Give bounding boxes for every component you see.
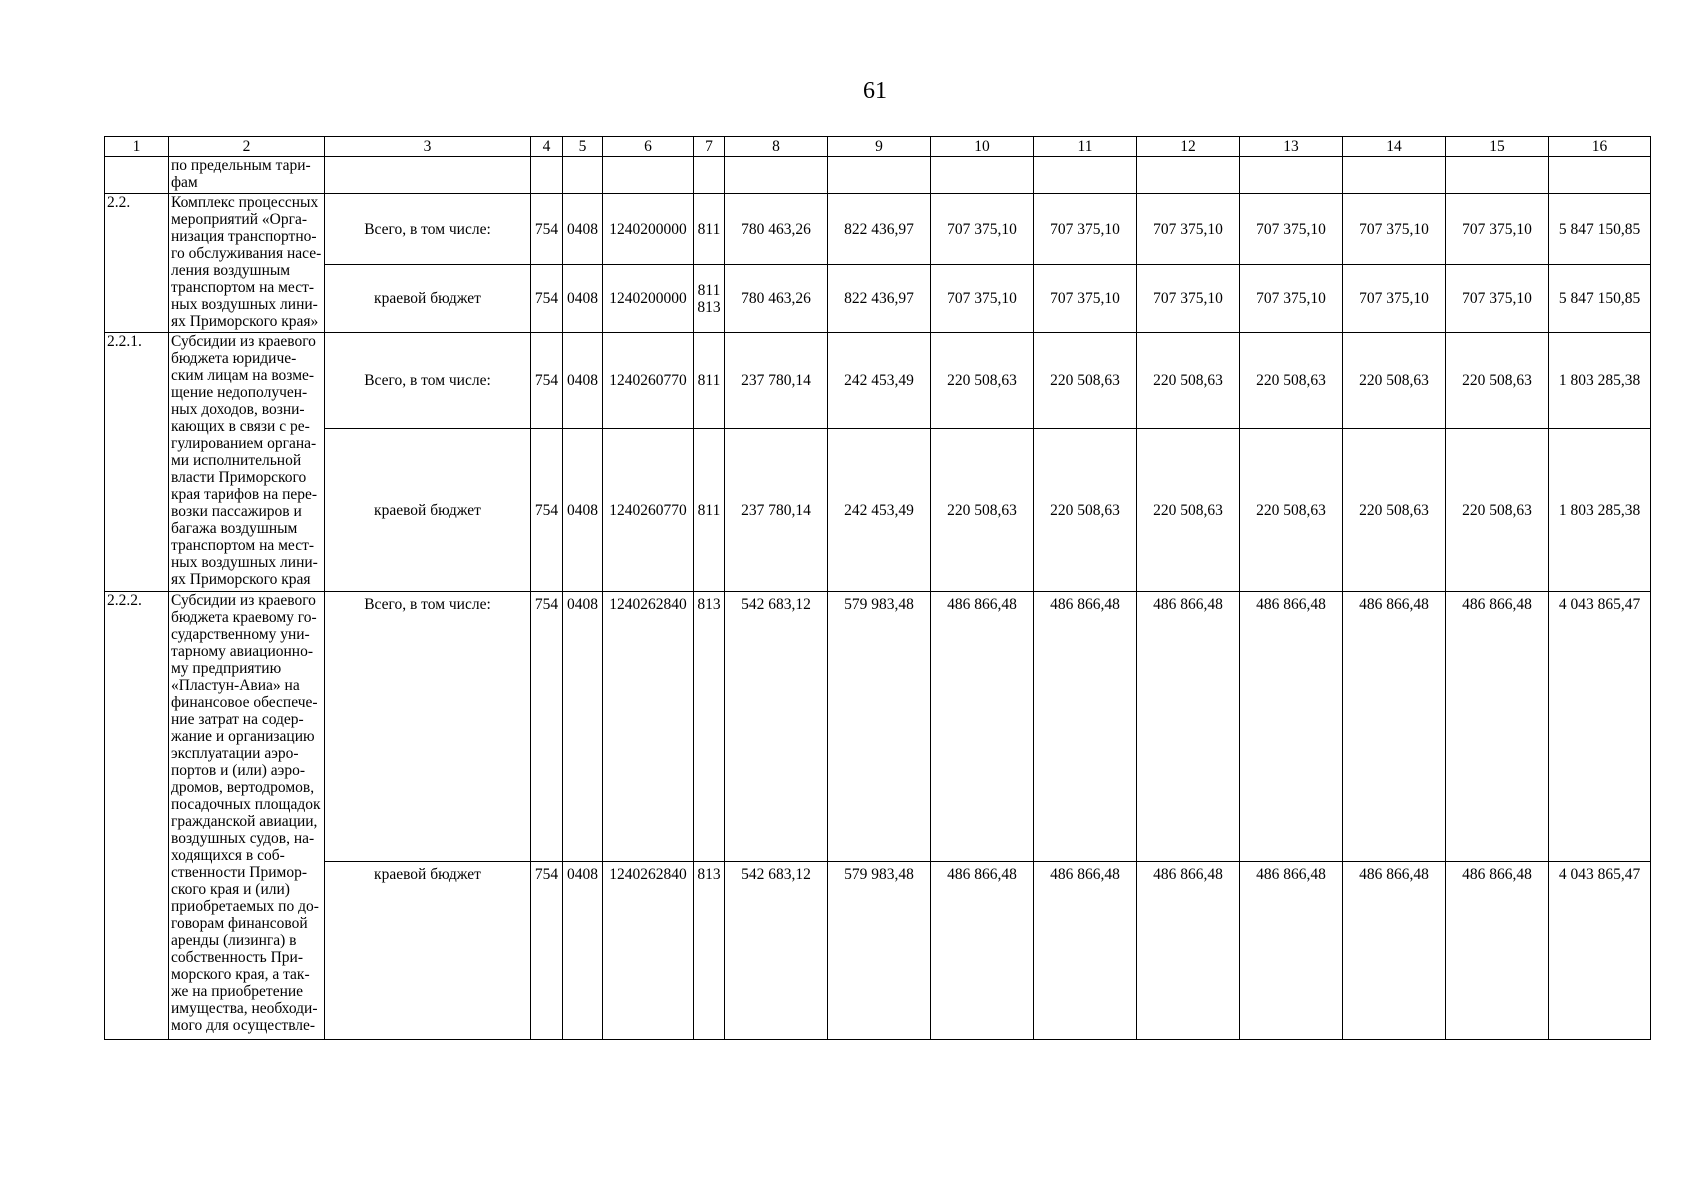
row-code: 2.2. <box>105 194 169 333</box>
amount-cell: 220 508,63 <box>1343 429 1446 592</box>
empty-cell <box>1034 157 1137 194</box>
funding-source: Всего, в том числе: <box>325 194 531 265</box>
budget-table <box>104 136 1651 1040</box>
empty-cell <box>1240 157 1343 194</box>
page-number: 61 <box>863 78 887 104</box>
amount-cell: 220 508,63 <box>1446 429 1549 592</box>
expense-type-value: 811 <box>697 501 721 519</box>
amount-cell: 220 508,63 <box>1137 333 1240 429</box>
row-code: 2.2.2. <box>105 592 169 1040</box>
amount-cell: 220 508,63 <box>931 333 1034 429</box>
expense-type-value: 813 <box>697 596 721 613</box>
expense-type-value: 813 <box>697 298 721 316</box>
empty-cell <box>1137 157 1240 194</box>
continuation-row <box>105 157 1651 194</box>
admin-code: 754 <box>531 592 563 862</box>
amount-cell: 1 803 285,38 <box>1549 429 1651 592</box>
table-row <box>105 592 1651 862</box>
section-code: 0408 <box>563 862 603 1040</box>
empty-cell <box>563 157 603 194</box>
table-row <box>105 194 1651 265</box>
amount-cell: 707 375,10 <box>1137 265 1240 333</box>
table-row <box>105 429 1651 592</box>
amount-cell: 220 508,63 <box>1034 429 1137 592</box>
expense-type-value: 811 <box>697 220 721 238</box>
empty-cell <box>325 157 531 194</box>
target-article-code: 1240262840 <box>603 592 694 862</box>
amount-cell: 579 983,48 <box>828 862 931 1040</box>
amount-cell: 542 683,12 <box>725 862 828 1040</box>
amount-cell: 242 453,49 <box>828 333 931 429</box>
column-number: 7 <box>694 137 725 157</box>
row-code: 2.2.1. <box>105 333 169 592</box>
amount-cell: 486 866,48 <box>931 592 1034 862</box>
funding-source: краевой бюджет <box>325 429 531 592</box>
section-code: 0408 <box>563 592 603 862</box>
amount-cell: 707 375,10 <box>1034 265 1137 333</box>
row-description: Субсидии из краевого бюджета юридиче- ским лицам на возме- щение недополучен- ных доходов, возни- кающих в связи с ре- гулированием органа- ми исполнительной власти Приморского края тарифов на пере- возки пассажиров и багажа воздушным транспортом на мест- ных воздушных лини- ях Приморского края <box>169 333 325 592</box>
expense-type-code <box>694 862 725 1040</box>
section-code: 0408 <box>563 265 603 333</box>
amount-cell: 220 508,63 <box>1240 333 1343 429</box>
amount-cell: 486 866,48 <box>1446 862 1549 1040</box>
empty-cell <box>725 157 828 194</box>
amount-cell: 707 375,10 <box>1137 194 1240 265</box>
column-number: 8 <box>725 137 828 157</box>
amount-cell: 542 683,12 <box>725 592 828 862</box>
amount-cell: 486 866,48 <box>1343 862 1446 1040</box>
amount-cell: 780 463,26 <box>725 265 828 333</box>
expense-type-code <box>694 429 725 592</box>
amount-cell: 237 780,14 <box>725 429 828 592</box>
column-number: 4 <box>531 137 563 157</box>
amount-cell: 579 983,48 <box>828 592 931 862</box>
amount-cell: 822 436,97 <box>828 265 931 333</box>
amount-cell: 486 866,48 <box>1240 862 1343 1040</box>
target-article-code: 1240260770 <box>603 333 694 429</box>
amount-cell: 486 866,48 <box>1137 862 1240 1040</box>
amount-cell: 707 375,10 <box>931 265 1034 333</box>
empty-cell <box>828 157 931 194</box>
column-number: 11 <box>1034 137 1137 157</box>
amount-cell: 486 866,48 <box>1446 592 1549 862</box>
target-article-code: 1240200000 <box>603 265 694 333</box>
expense-type-value: 813 <box>697 866 721 883</box>
amount-cell: 707 375,10 <box>1343 194 1446 265</box>
target-article-code: 1240260770 <box>603 429 694 592</box>
amount-cell: 822 436,97 <box>828 194 931 265</box>
amount-cell: 707 375,10 <box>931 194 1034 265</box>
admin-code: 754 <box>531 333 563 429</box>
column-number: 12 <box>1137 137 1240 157</box>
amount-cell: 220 508,63 <box>1034 333 1137 429</box>
row-description: Комплекс процессных мероприятий «Орга- низация транспортно- го обслуживания насе- ления воздушным транспортом на мест- ных воздушных лини- ях Приморского края» <box>169 194 325 333</box>
table-row <box>105 333 1651 429</box>
amount-cell: 4 043 865,47 <box>1549 862 1651 1040</box>
amount-cell: 707 375,10 <box>1446 265 1549 333</box>
amount-cell: 220 508,63 <box>1137 429 1240 592</box>
admin-code: 754 <box>531 429 563 592</box>
column-number: 13 <box>1240 137 1343 157</box>
amount-cell: 486 866,48 <box>1240 592 1343 862</box>
expense-type-value: 811 <box>697 281 721 299</box>
admin-code: 754 <box>531 862 563 1040</box>
column-number: 6 <box>603 137 694 157</box>
amount-cell: 780 463,26 <box>725 194 828 265</box>
amount-cell: 486 866,48 <box>1343 592 1446 862</box>
amount-cell: 486 866,48 <box>931 862 1034 1040</box>
funding-source: Всего, в том числе: <box>325 333 531 429</box>
column-number: 10 <box>931 137 1034 157</box>
funding-source: краевой бюджет <box>325 265 531 333</box>
expense-type-code <box>694 333 725 429</box>
amount-cell: 486 866,48 <box>1034 592 1137 862</box>
amount-cell: 5 847 150,85 <box>1549 265 1651 333</box>
amount-cell: 707 375,10 <box>1240 194 1343 265</box>
empty-cell <box>531 157 563 194</box>
empty-cell <box>603 157 694 194</box>
column-number: 5 <box>563 137 603 157</box>
amount-cell: 486 866,48 <box>1034 862 1137 1040</box>
section-code: 0408 <box>563 194 603 265</box>
amount-cell: 220 508,63 <box>1240 429 1343 592</box>
expense-type-code <box>694 194 725 265</box>
target-article-code: 1240262840 <box>603 862 694 1040</box>
column-number: 14 <box>1343 137 1446 157</box>
target-article-code: 1240200000 <box>603 194 694 265</box>
amount-cell: 220 508,63 <box>931 429 1034 592</box>
empty-cell <box>1446 157 1549 194</box>
amount-cell: 220 508,63 <box>1446 333 1549 429</box>
table-row <box>105 862 1651 1040</box>
empty-cell <box>931 157 1034 194</box>
table-row <box>105 265 1651 333</box>
amount-cell: 5 847 150,85 <box>1549 194 1651 265</box>
amount-cell: 707 375,10 <box>1240 265 1343 333</box>
row-description: Субсидии из краевого бюджета краевому го- сударственному уни- тарному авиационно- му предприятию «Пластун-Авиа» на финансовое обеспече- ние затрат на содер- жание и организацию эксплуатации аэро- портов и (или) аэро- дромов, вертодромов, посадочных площадок гражданской авиации, воздушных судов, на- ходящихся в соб- ственности Примор- ского края и (или) приобретаемых по до- говорам финансовой аренды (лизинга) в собственность При- морского края, а так- же на приобретение имущества, необходи- мого для осуществле- <box>169 592 325 1040</box>
amount-cell: 707 375,10 <box>1343 265 1446 333</box>
empty-cell <box>1343 157 1446 194</box>
amount-cell: 237 780,14 <box>725 333 828 429</box>
column-number: 9 <box>828 137 931 157</box>
empty-cell <box>694 157 725 194</box>
continuation-text: по предельным тари- фам <box>169 157 325 194</box>
column-number: 3 <box>325 137 531 157</box>
amount-cell: 242 453,49 <box>828 429 931 592</box>
admin-code: 754 <box>531 265 563 333</box>
amount-cell: 486 866,48 <box>1137 592 1240 862</box>
amount-cell: 220 508,63 <box>1343 333 1446 429</box>
amount-cell: 707 375,10 <box>1446 194 1549 265</box>
column-number: 1 <box>105 137 169 157</box>
funding-source: Всего, в том числе: <box>325 592 531 862</box>
admin-code: 754 <box>531 194 563 265</box>
section-code: 0408 <box>563 429 603 592</box>
column-number-row <box>105 137 1651 157</box>
empty-cell <box>1549 157 1651 194</box>
column-number: 15 <box>1446 137 1549 157</box>
amount-cell: 707 375,10 <box>1034 194 1137 265</box>
funding-source: краевой бюджет <box>325 862 531 1040</box>
expense-type-code <box>694 265 725 333</box>
column-number: 16 <box>1549 137 1651 157</box>
amount-cell: 1 803 285,38 <box>1549 333 1651 429</box>
expense-type-code <box>694 592 725 862</box>
section-code: 0408 <box>563 333 603 429</box>
empty-cell <box>105 157 169 194</box>
column-number: 2 <box>169 137 325 157</box>
amount-cell: 4 043 865,47 <box>1549 592 1651 862</box>
expense-type-value: 811 <box>697 372 721 389</box>
